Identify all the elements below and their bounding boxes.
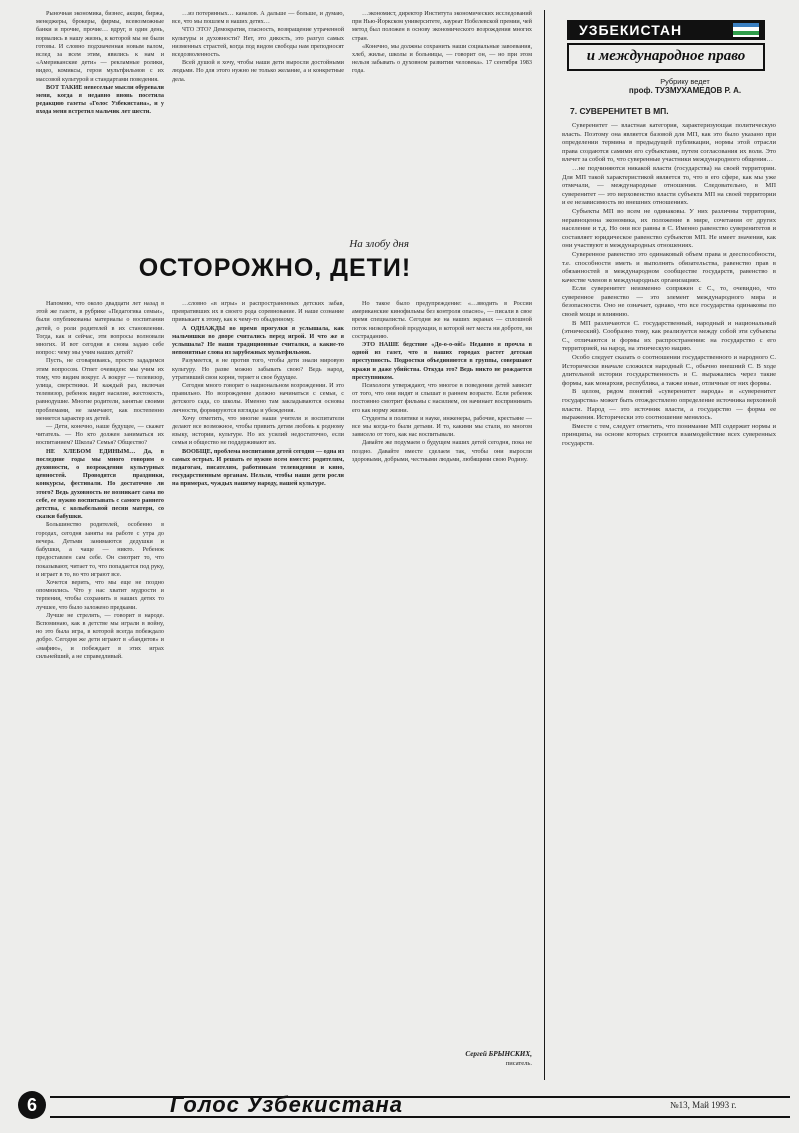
sidebar-paragraph: Особо следует сказать о соотношении государственного и народного С. Исторически вначале сложился народный С., обычно внешний С. В ходе длительной истории государственность и С. выражались через такие формы, как монархия, республика, а также иные, отличные от них формы. (562, 354, 776, 387)
rubric-info (605, 77, 765, 95)
rubric-label: Рубрику ведет (660, 77, 710, 86)
article-paragraph: Хочется верить, что мы еще не поздно опомнились. Что у нас хватит мудрости и терпения, чтобы сохранить в наших детях то лучшее, что было заложено предками. (36, 578, 164, 611)
masthead-top-bar (567, 20, 765, 40)
article-paragraph: Пусть, не сговариваясь, просто зададимся этим вопросом. Ответ очевиден: мы учим их тому, что видим вокруг. А вокруг — телевизор, улица, сверстники. И каждый раз, включая телевизор, ребенок видит насилие, жестокость, равнодушие. Многие родители, занятые своими проблемами, не замечают, как постепенно меняется характер их детей. (36, 357, 164, 422)
sidebar-section-title: 7. СУВЕРЕНИТЕТ В МП. (570, 106, 669, 116)
headline-block (135, 238, 415, 296)
article-paragraph: ВОТ ТАКИЕ невеселые мысли обуревали меня, когда я недавно вновь посетила редакцию газеты «Голос Узбекистана», и у входа меня встретил мальчик лет шести. (36, 83, 164, 116)
masthead-subtitle: и международное право (567, 43, 765, 71)
article-column-2 (172, 10, 344, 236)
article-paragraph: А ОДНАЖДЫ во время прогулки я услышала, как мальчишки во дворе считались перед игрой. И что же я услышала? Не наши традиционные считалки, а какие-то непонятные слова из зарубежных мультфильмов. (172, 324, 344, 357)
article-rubric: На злобу дня (349, 238, 409, 250)
column-divider (544, 10, 545, 1080)
article-column-1-continued (36, 300, 164, 1080)
article-column-3 (352, 10, 532, 236)
article-column-2-continued (172, 300, 344, 1080)
article-paragraph: Лучше не стрелять, — говорит в народе. Вспоминаю, как в детстве мы играли в войну, но это была игра, в которой всегда побеждало добро. Сегодня же дети играют в «бандитов» и «мафию», и побеждает в этих играх сильнейший, а не справедливый. (36, 611, 164, 660)
article-paragraph: ВООБЩЕ, проблема воспитания детей сегодня — одна из самых острых. И решать ее нужно всем вместе: родителям, педагогам, писателям, работникам телевидения и кино, государственным органам. Нельзя, чтобы наши дети росли на примерах, чуждых нашему народу, нашей культуре. (172, 447, 344, 488)
article-paragraph: Большинство родителей, особенно в городах, сегодня заняты на работе с утра до вечера. Детьми занимаются дедушки и бабушки, а чаще — никто. Ребенок предоставлен сам себе. Он смотрит то, что показывают, читает то, что попадается под руку, и играет в то, во что играют все. (36, 521, 164, 578)
rubric-editor: проф. ТУЗМУХАМЕДОВ Р. А. (628, 86, 742, 95)
sidebar-paragraph: В МП различаются С. государственный, народный и национальный (этнический). Сообразно тому, как реализуется между собой эти субъекты С., отличаются и формы их распространения: на государство с его территорией, на народ, на этническую нацию. (562, 319, 776, 353)
article-paragraph: …экономист, директор Института экономических исследований при Нью-Йоркском университете, лауреат Нобелевской премии, чей метод был положен в основу экономического возрождения многих стран. (352, 10, 532, 42)
article-paragraph: ЧТО ЭТО? Демократия, гласность, возвращение утраченной культуры и духовности? Нет, это дикость, это разгул самых низменных страстей, когда под видом свободы нам преподносят вседозволенность. (172, 26, 344, 59)
page-footer (10, 1086, 790, 1120)
article-paragraph: НЕ ХЛЕБОМ ЕДИНЫМ… Да, в последние годы мы много говорим о духовности, о возрождении культурных ценностей. Проводятся праздники, конкурсы, фестивали. Но достаточно ли этого? Ведь духовность не возникает сама по себе, ее нужно воспитывать с самого раннего детства, с колыбельной песни матери, со сказки бабушки. (36, 447, 164, 521)
article-paragraph: Рыночная экономика, бизнес, акции, биржа, менеджеры, брокеры, фирмы, всевозможные банки и прочие, прочие… вдруг, в один день, ворвались в нашу жизнь, к которой мы не были готовы. И словно подхваченная новым валом, вслед за всем этим, явились к нам и «Американские дети» — рекламные ролики, видео, комиксы, герои мультфильмов с их массовой культурой и стандартами поведения. (36, 10, 164, 83)
sidebar-column (562, 122, 776, 1072)
article-paragraph: Давайте же подумаем о будущем наших детей сегодня, пока не поздно. Давайте вместе сделаем так, чтобы они выросли здоровыми, добрыми, честными людьми, любящими свою Родину. (352, 439, 532, 463)
sidebar-paragraph: Суверенное равенство это одинаковый объем права и дееспособности, т.е. способности иметь и выполнять обязательства, равенство прав в обязанностей в международном сообществе государств, равенство в качестве членов в международных организациях. (562, 250, 776, 284)
sidebar-masthead (567, 20, 765, 70)
issue-info: №13, Май 1993 г. (670, 1100, 737, 1110)
sidebar-paragraph: Если суверенитет неизменно сопряжен с С., то, очевидно, что суверенное равенство — это элемент международного мира и безопасности. Оно не означает, однако, что все государства одинаковы по своей мощи и влиянию. (562, 285, 776, 319)
article-paragraph: Напомню, что около двадцати лет назад в этой же газете, в рубрике «Педагогика семьи», были опубликованы материалы о воспитании детей, о роли родителей в их становлении. Тогда, как и сейчас, эти вопросы волновали многих. И вот сегодня я снова задаю себе вопрос: чему мы учим наших детей? (36, 300, 164, 357)
article-paragraph: Психологи утверждают, что многое в поведении детей зависит от того, что они видят и слышат в раннем возрасте. Если ребенок постоянно смотрит фильмы с насилием, он начинает воспринимать его как норму жизни. (352, 382, 532, 414)
newspaper-name: Голос Узбекистана (170, 1092, 404, 1117)
article-headline: ОСТОРОЖНО, ДЕТИ! (138, 254, 412, 282)
article-paragraph: Но такое было предупреждение: «…вводить в России американские кинофильмы без контроля опасно», — писали в свое время специалисты. Сегодня же на наших экранах — сплошной поток низкопробной продукции, в которой нет места ни доброте, ни состраданию. (352, 300, 532, 340)
article-paragraph: …из потерянных… каналов. А дальше — больше, и думаю, все, что мы пошлем в наших детях… (172, 10, 344, 26)
article-paragraph: Разумеется, я не против того, чтобы дети знали мировую культуру. Но разве можно забывать свою? Ведь народ, утративший свои корни, теряет и свое будущее. (172, 357, 344, 381)
flag-icon (733, 23, 759, 37)
author-name: Сергей БРЫНСКИХ, (465, 1050, 532, 1058)
masthead-title: УЗБЕКИСТАН (579, 22, 683, 38)
sidebar-paragraph: В целом, рядом понятий «суверенитет народа» и «суверенитет государства» может быть отождествлено определение источника верховной власти. Народ — это источник власти, а государство — форма ее выражения. Исторически это соотношение менялось. (562, 388, 776, 422)
article-column-1 (36, 10, 164, 236)
sidebar-paragraph: Суверенитет — властная категория, характеризующая политическую власть. Поэтому она является базовой для МП, как это было указано при определении термина в предыдущей публикации, нормы этой отрасли права создаются самими его субъектами, путем согласования их воли. Это влечет за собой то, что суверенные участники международного общения… (562, 122, 776, 164)
sidebar-paragraph: Вместе с тем, следует отметить, что понимание МП содержит нормы и принципы, на основе которых строится взаимодействие всех суверенных государств. (562, 422, 776, 447)
article-paragraph: Сегодня много говорят о национальном возрождении. И это правильно. Но возрождение должно начинаться с семьи, с детского сада, со школы. Именно там закладываются основы личности, формируются взгляды и убеждения. (172, 382, 344, 414)
article-column-3-continued (420, 240, 532, 300)
article-paragraph: Хочу отметить, что многие наши учителя и воспитатели делают все возможное, чтобы привить детям любовь к родному языку, истории, культуре. Но их усилий недостаточно, если семья и общество не поддерживают их. (172, 414, 344, 447)
article-signature (352, 1050, 532, 1076)
author-role: писатель. (505, 1060, 532, 1067)
article-paragraph: — Дети, конечно, наше будущее, — скажет читатель. — Но кто должен заниматься их воспитанием? Школа? Семья? Общество? (36, 423, 164, 447)
article-paragraph: «Конечно, мы должны сохранить наши социальные завоевания, хлеб, жилье, школы и больницы, — говорит он, — но при этом нельзя забывать о духовном развитии человека». 17 сентября 1983 года. (352, 42, 532, 75)
sidebar-paragraph: Субъекты МП во всем не одинаковы. У них различны территории, неравноценна экономика, их положение в мире, сочетания от других население и т.д. Но они все равны в С. Именно равенство суверенитетов и составляет юридическое равенство субъектов МП. Не имеет значения, как они участвуют в международных отношениях. (562, 207, 776, 250)
article-column-3-main (352, 300, 532, 1040)
article-paragraph: Всей душой я хочу, чтобы наши дети выросли достойными людьми. Но для этого нужно не только желание, а и конкретные дела. (172, 59, 344, 83)
article-paragraph: …словно «в игры» и распространенных детских забав, превративших их в своего рода соревнование. И наше сознание привыкает к этому, как к чему-то обыденному. (172, 300, 344, 324)
sidebar-paragraph: …не подчиняются никакой власти (государства) на своей территории. Для МП такой характеристикой является то, что в его сфере, как мы уже отмечали, — международные отношения. Следовательно, в МП суверенитет — это верховенство власти субъекта МП на своей территории и ее независимость во внешних отношениях. (562, 164, 776, 207)
page-number: 6 (18, 1091, 46, 1119)
article-paragraph: ЭТО НАШЕ бедствие «До-о-о-ой!» Недавно я прочла в одной из газет, что в наших городах растет детская преступность. Подростки объединяются в группы, совершают кражи и даже убийства. Откуда это? Ведь никто не рождается преступником. (352, 341, 532, 381)
article-paragraph: Студенты в политике и науке, инженеры, рабочие, крестьяне — все мы когда-то были детьми. И то, какими мы стали, во многом зависело от того, как нас воспитывали. (352, 414, 532, 439)
